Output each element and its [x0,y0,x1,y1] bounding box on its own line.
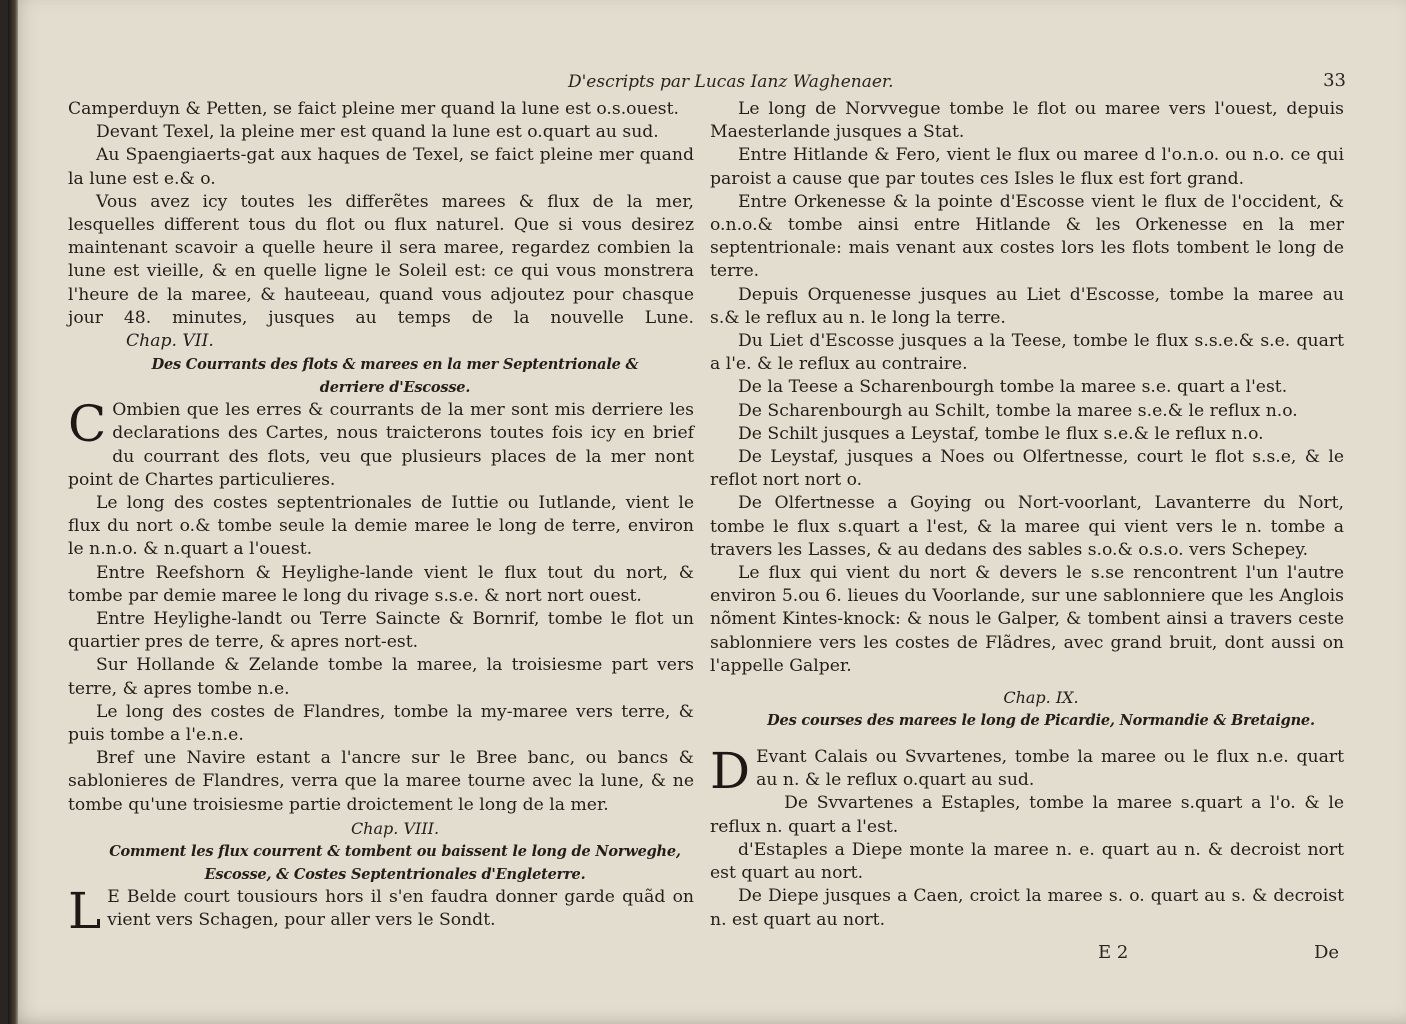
page-number: 33 [1323,70,1346,91]
paragraph: Sur Hollande & Zelande tombe la maree, la troisiesme part vers terre, & apres tombe n.e. [68,655,694,699]
paragraph: Entre Heylighe-landt ou Terre Saincte & Bornrif, tombe le flot un quartier pres de terre, & apres nort-est. [68,609,694,653]
paragraph [710,742,1344,801]
paragraph: Le long des costes de Flandres, tombe la my-maree vers terre, & puis tombe a l'e.n.e. [68,701,694,746]
right-text-column [710,98,1344,932]
chapter-label: Chap. VII. [126,331,214,352]
paragraph: Le long des costes septentrionales de Iuttie ou Iutlande, vient le flux du nort o.& tombe seule la demie maree le long de terre, environ le n.n.o. & n.quart a l'ouest. [68,493,694,560]
paragraph-text: Vous avez icy toutes les differẽtes marees & flux de la mer, lesquelles different tous du flot ou flux naturel. Que si vous desirez maintenant scavoir a quelle heure il sera maree, regardez combien la lune est vieille, & en quelle ligne le Soleil est: ce qui vous monstrera l'heure de la maree, & hauteeau, quand vous adjoutez pour chasque jour 48. minutes, jusques au temps de la nouvelle Lune. [68,191,694,328]
signature-mark: E 2 [1098,942,1129,963]
chapter-label: Chap. IX. [1003,688,1079,708]
chapter-title: Des courses des marees le long de Picardie, Normandie & Bretaigne. [767,712,1315,730]
book-spine [8,0,18,1024]
paragraph-text: Evant Calais ou Svvartenes, tombe la maree ou le flux n.e. quart au n. & le reflux o.quart au sud. [756,747,1344,791]
paragraph: Du Liet d'Escosse jusques a la Teese, tombe le flux s.s.e.& s.e. quart a l'e. & le reflux au contraire. [710,331,1344,375]
catchword: De [1314,942,1340,963]
paragraph [68,881,694,940]
left-text-column [68,98,694,940]
paragraph: De Svvartenes a Estaples, tombe la maree s.quart a l'o. & le reflux n. quart a l'est. [710,793,1344,837]
paragraph [68,395,694,492]
chapter-title: Comment les flux courrent & tombent ou baissent le long de Norweghe, [109,842,681,860]
paragraph: De Diepe jusques a Caen, croict la maree s. o. quart au s. & decroist n. est quart au nort. [710,886,1344,930]
paragraph: De Scharenbourgh au Schilt, tombe la maree s.e.& le reflux n.o. [738,400,1298,421]
paragraph: Entre Hitlande & Fero, vient le flux ou maree d l'o.n.o. ou n.o. ce qui paroist a cause que par toutes ces Isles le flux est fort grand. [710,145,1344,189]
paragraph-text: E Belde court tousiours hors il s'en faudra donner garde quãd on vient vers Schagen, pour aller vers le Sondt. [107,886,694,931]
chapter-title: derriere d'Escosse. [319,379,471,397]
drop-capital: D [710,742,751,801]
drop-capital: L [68,881,102,940]
paragraph-text: Ombien que les erres & courrants de la mer sont mis derriere les declarations des Cartes, nous traicterons toutes fois icy en brief du courrant des flots, veu que plusieurs places de la mer nont point de Chartes particulieres. [68,400,694,490]
paragraph: Entre Reefshorn & Heylighe-lande vient le flux tout du nort, & tombe par demie maree le long du rivage s.s.e. & nort nort ouest. [68,562,694,606]
paragraph: Entre Orkenesse & la pointe d'Escosse vient le flux de l'occident, & o.n.o.& tombe ainsi entre Hitlande & les Orkenesse en la mer septentrionale: mais venant aux costes lors les flots tombent le long de terre. [710,191,1344,282]
chapter-label: Chap. VIII. [350,818,440,838]
running-title: D'escripts par Lucas Ianz Waghenaer. [568,72,894,92]
paragraph: De la Teese a Scharenbourgh tombe la maree s.e. quart a l'est. [738,377,1288,398]
paragraph: Devant Texel, la pleine mer est quand la lune est o.quart au sud. [96,122,659,143]
paragraph: De Olfertnesse a Goying ou Nort-voorlant, Lavanterre du Nort, tombe le flux s.quart a l'est, & la maree qui vient vers le n. tombe a travers les Lasses, & au dedans des sables s.o.& o.s.o. vers Schepey. [710,493,1344,560]
book-page [8,0,1406,1024]
paragraph: d'Estaples a Diepe monte la maree n. e. quart au n. & decroist nort est quart au nort. [710,839,1344,884]
paragraph: De Leystaf, jusques a Noes ou Olfertnesse, court le flot s.s.e, & le reflot nort nort o. [710,447,1344,491]
paragraph: Bref une Navire estant a l'ancre sur le Bree banc, ou bancs & sablonieres de Flandres, verra que la maree tourne avec la lune, & ne tombe qu'une troisiesme partie droictement le long de la mer. [68,748,694,815]
paragraph: De Schilt jusques a Leystaf, tombe le flux s.e.& le reflux n.o. [738,423,1264,444]
paragraph: Camperduyn & Petten, se faict pleine mer quand la lune est o.s.ouest. [68,99,679,119]
paragraph: Au Spaengiaerts-gat aux haques de Texel, se faict pleine mer quand la lune est e.& o. [68,145,694,189]
chapter-title: Des Courrants des flots & marees en la mer Septentrionale & [151,356,639,374]
paragraph: Le flux qui vient du nort & devers le s.se rencontrent l'un l'autre environ 5.ou 6. lieues du Voorlande, sur une sablonniere que les Anglois nõment Kintes-knock: & nous le Galper, & tombent ainsi a travers ceste sablonniere vers les costes de Flãdres, avec grand bruit, dont aussi on l'appelle Galper. [710,563,1344,676]
paragraph [68,191,694,353]
paragraph: Le long de Norvvegue tombe le flot ou maree vers l'ouest, depuis Maesterlande jusques a Stat. [710,99,1344,143]
drop-capital: C [68,395,107,454]
chapter-title: Escosse, & Costes Septentrionales d'Engleterre. [204,865,586,883]
paragraph: Depuis Orquenesse jusques au Liet d'Escosse, tombe la maree au s.& le reflux au n. le long la terre. [710,284,1344,328]
